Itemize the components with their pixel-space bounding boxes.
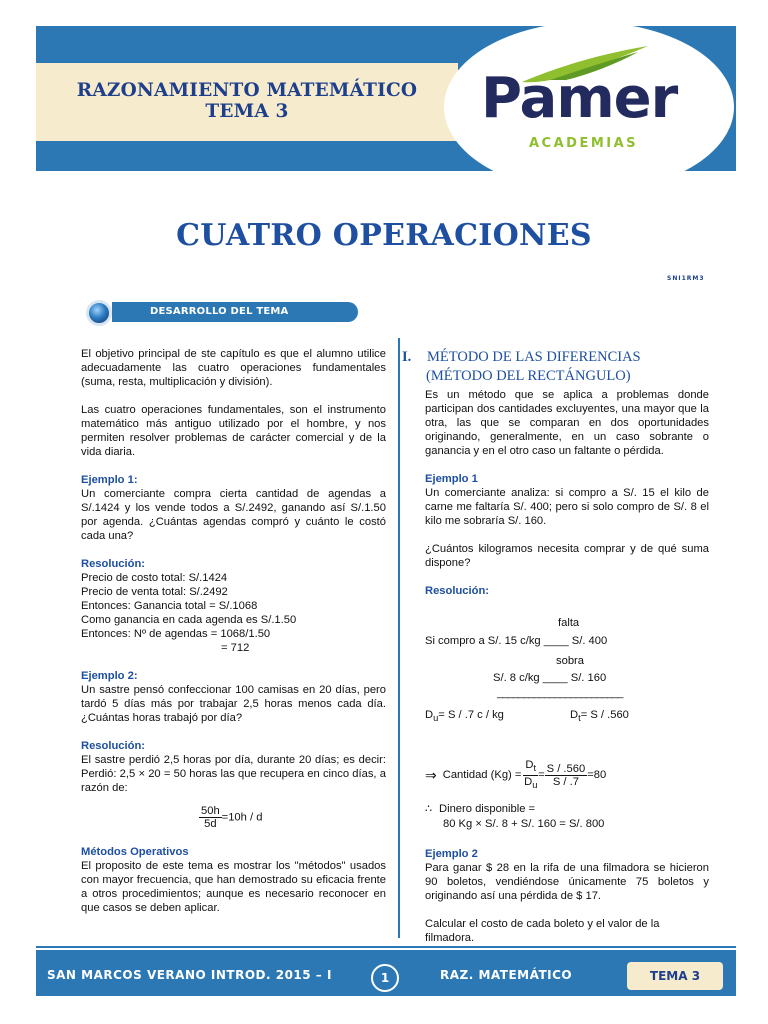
- resolution-1-line: Precio de costo total: S/.1424: [81, 572, 228, 584]
- course-title: [36, 80, 458, 122]
- example-r1-text: Un comerciante analiza: si compro a S/. 15 el kilo de carne me faltaría S/. 400; pero si solo compro de S/. 8 el kilo me sobraría S/. 160.: [425, 487, 709, 527]
- example-r2-heading: Ejemplo 2: [425, 848, 478, 860]
- dinero-line-2: 80 Kg × S/. 8 + S/. 160 = S/. 800: [443, 818, 605, 830]
- right-column: [425, 388, 709, 598]
- diagram-rule: ________________________: [497, 687, 623, 699]
- resolution-1-heading: Resolución:: [81, 558, 146, 570]
- du-formula: $D_u= S / .7$ c / kg: [425, 709, 504, 724]
- intro-paragraph-1: El objetivo principal de ste capítulo es que el alumno utilice adecuadamente las cuatro operaciones fundamentales (suma, resta, multiplicación y división).: [81, 348, 386, 388]
- sobra-label: sobra: [556, 655, 584, 667]
- page-number: 1: [371, 964, 399, 992]
- cantidad-formula: ⇒ Cantidad (Kg) = $\frac{D_t}{D_u}$ = $\frac{S / .560}{S / .7}$ =80: [425, 759, 607, 790]
- example-r2-question: Calcular el costo de cada boleto y el valor de la filmadora.: [425, 918, 660, 944]
- resolution-1-line: Precio de venta total: S/.2492: [81, 586, 228, 598]
- example-r2-text: Para ganar $ 28 en la rifa de una filmadora se hicieron 90 boletos, vendiéndose únicamente 75 boletos y originando así una pérdida de $ 17.: [425, 862, 709, 902]
- section-bullet-icon: [86, 300, 112, 326]
- intro-paragraph-2: Las cuatro operaciones fundamentales, son el instrumento matemático más antiguo utilizado por el hombre, y nos permiten resolver problemas de carácter comercial y de la vida diaria.: [81, 404, 386, 458]
- logo-subtitle: ACADEMIAS: [529, 136, 639, 151]
- method-heading-number: I.: [402, 349, 412, 365]
- example-2-text: Un sastre pensó confeccionar 100 camisas en 20 días, pero tardó 5 días más por trabajar 2,5 horas menos cada día. ¿Cuántas horas trabajó por día?: [81, 684, 386, 724]
- course-topic: TEMA 3: [205, 101, 289, 122]
- example-1-text: Un comerciante compra cierta cantidad de agendas a S/.1424 y los vende todos a S/.2492, ganando así S/.1.50 por agenda. ¿Cuántas agendas compró y cuánto le costó cada una?: [81, 488, 386, 542]
- resolution-r-heading: Resolución:: [425, 585, 490, 597]
- method-intro: Es un método que se aplica a problemas donde participan dos cantidades excluyentes, una mayor que la otra, las que se comparan en dos oportunidades originando, generalmente, en un caso sobrante o ganancia y en el otro caso un faltante o pérdida.: [425, 389, 709, 457]
- footer-rule: [36, 946, 736, 948]
- rate-result: =10h / d: [221, 811, 263, 824]
- rate-fraction: $\frac{50h}{5d}$: [201, 805, 220, 830]
- example-r1-heading: Ejemplo 1: [425, 473, 478, 485]
- cantidad-fraction-2: $\frac{S / .560}{S / .7}$: [546, 762, 586, 788]
- falta-label: falta: [558, 617, 580, 629]
- example-r1-question: ¿Cuántos kilogramos necesita comprar y de qué suma dispone?: [425, 543, 709, 569]
- diagram-line-2: S/. 8 c/kg ____ S/. 160: [493, 672, 607, 684]
- methods-heading: Métodos Operativos: [81, 846, 189, 858]
- resolution-1-line: = 712: [221, 642, 250, 654]
- method-heading-line-2: (MÉTODO DEL RECTÁNGULO): [426, 368, 631, 384]
- left-column: [81, 347, 386, 915]
- method-heading-line-1: MÉTODO DE LAS DIFERENCIAS: [427, 349, 641, 365]
- resolution-2-heading: Resolución:: [81, 740, 146, 752]
- resolution-1-line: Entonces: Nº de agendas = 1068/1.50: [81, 628, 271, 640]
- course-name: RAZONAMIENTO MATEMÁTICO: [76, 80, 418, 101]
- example-1-heading: Ejemplo 1:: [81, 474, 138, 486]
- section-heading-bar: [112, 302, 358, 322]
- footer-topic-badge: TEMA 3: [627, 962, 723, 990]
- page-title: CUATRO OPERACIONES: [176, 218, 592, 253]
- document-code: SNI1RM3: [667, 275, 705, 282]
- cantidad-result: =80: [587, 769, 607, 781]
- therefore-symbol: ∴: [425, 803, 433, 815]
- cantidad-fraction-1: $\frac{D_t}{D_u}$: [524, 759, 538, 790]
- rate-formula: [81, 805, 386, 835]
- dt-formula: $D_t= S / .560$: [570, 709, 629, 724]
- methods-text: El proposito de este tema es mostrar los "métodos" usados con mayor frecuencia, que han demostrado su eficacia frente a otros procedimientos; aunque es necesario reconocer en que casos se deben aplicar.: [81, 860, 386, 914]
- resolution-1-line: Entonces: Ganancia total = S/.1068: [81, 600, 258, 612]
- section-heading-label: DESARROLLO DEL TEMA: [150, 306, 289, 317]
- dinero-line-1: Dinero disponible =: [439, 803, 536, 815]
- footer-subject: RAZ. MATEMÁTICO: [440, 968, 573, 982]
- column-divider: [398, 338, 400, 938]
- example-2-heading: Ejemplo 2:: [81, 670, 138, 682]
- diagram-line-1: Si compro a S/. 15 c/kg ____ S/. 400: [425, 635, 608, 647]
- footer-program: SAN MARCOS VERANO INTROD. 2015 – I: [47, 968, 332, 982]
- resolution-2-text: El sastre perdió 2,5 horas por día, durante 20 días; es decir: Perdió: 2,5 × 20 = 50 horas las que recupera en cinco días, a razón de:: [81, 754, 386, 794]
- implies-arrow: ⇒: [425, 767, 437, 783]
- resolution-1-line: Como ganancia en cada agenda es S/.1.50: [81, 614, 297, 626]
- logo-wordmark: Pamer: [481, 66, 678, 131]
- right-column-example-2: [425, 847, 709, 945]
